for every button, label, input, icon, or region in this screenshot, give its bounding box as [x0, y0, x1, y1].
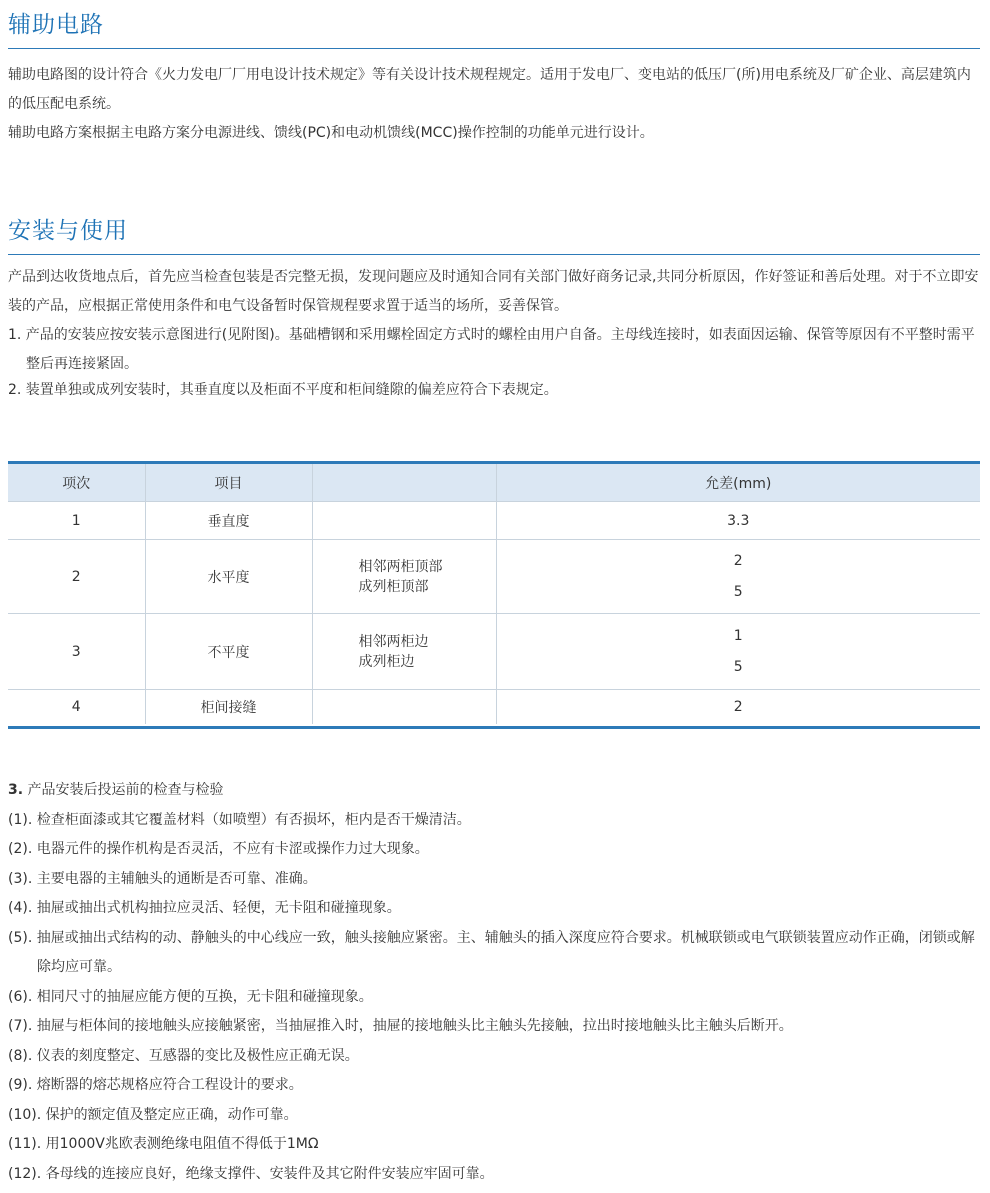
list-item: (2). 电器元件的操作机构是否灵活，不应有卡涩或操作力过大现象。: [8, 841, 429, 857]
list-item: (10). 保护的额定值及整定应正确，动作可靠。: [8, 1106, 298, 1123]
checklist-heading: [8, 776, 984, 806]
subitem-line: 成列柜边: [358, 653, 415, 670]
table-header-row: [8, 464, 980, 502]
table-row: [8, 690, 980, 724]
cell-tolerance: [496, 614, 980, 690]
paragraph-design-standard: 辅助电路图的设计符合《火力发电厂厂用电设计技术规定》等有关设计技术规程规定。适用于发电厂、变电站的低压厂(所)用电系统及厂矿企业、高层建筑内的低压配电系统。: [8, 67, 971, 112]
table-row: [8, 540, 980, 614]
section-title: 安装与使用: [8, 218, 128, 244]
tolerance-value: 5: [733, 658, 743, 675]
paragraph-scheme: 辅助电路方案根据主电路方案分电源进线、馈线(PC)和电动机馈线(MCC)操作控制的功能单元进行设计。: [8, 125, 654, 141]
list-item: (1). 检查柜面漆或其它覆盖材料（如喷塑）有否损坏，柜内是否干燥清洁。: [8, 811, 471, 828]
section-header-installation: [8, 212, 980, 255]
table-row: [8, 614, 980, 690]
subitem-line: 相邻两柜顶部: [358, 558, 443, 575]
header-index: 项次: [8, 464, 145, 502]
paragraph-install-step-1: 1. 产品的安装应按安装示意图进行(见附图)。基础槽钢和采用螺栓固定方式时的螺栓由用户自备。主母线连接时，如表面因运输、保管等原因有不平整时需平整后再连接紧固。: [8, 327, 975, 372]
heading-number: 3.: [8, 782, 24, 798]
cell-tolerance: 2: [496, 690, 980, 724]
table-row: [8, 502, 980, 540]
list-item: (7). 抽屉与柜体间的接地触头应接触紧密，当抽屉推入时，抽屉的接地触头比主触头先接触，拉出时接地触头比主触头后断开。: [8, 1018, 793, 1034]
list-item: (11). 用1000V兆欧表测绝缘电阻值不得低于1MΩ: [8, 1136, 319, 1152]
paragraph-receiving: 产品到达收货地点后，首先应当检查包装是否完整无损，发现问题应及时通知合同有关部门做好商务记录,共同分析原因，作好签证和善后处理。对于不立即安装的产品，应根据正常使用条件和电气设备暂时保管规程要求置于适当的场所，妥善保管。: [8, 269, 979, 314]
cell-subitem: [312, 690, 496, 724]
subitem-line: 成列柜顶部: [358, 578, 429, 595]
tolerance-value: 5: [733, 583, 743, 600]
inspection-checklist: [8, 776, 984, 1189]
cell-tolerance: 3.3: [496, 502, 980, 540]
tolerance-table: [8, 461, 980, 729]
section-header-auxiliary-circuit: [8, 6, 980, 49]
cell-subitem: [312, 614, 496, 690]
cell-index: 1: [8, 502, 145, 540]
cell-index: 2: [8, 540, 145, 614]
header-tolerance: 允差(mm): [496, 464, 980, 502]
list-item: (3). 主要电器的主辅触头的通断是否可靠、准确。: [8, 870, 317, 887]
list-item: (5). 抽屉或抽出式结构的动、静触头的中心线应一致，触头接触应紧密。主、辅触头的插入深度应符合要求。机械联锁或电气联锁装置应动作正确，闭锁或解除均应可靠。: [8, 929, 975, 975]
heading-text: 产品安装后投运前的检查与检验: [27, 782, 224, 798]
cell-index: 3: [8, 614, 145, 690]
subitem-line: 相邻两柜边: [358, 633, 429, 650]
list-item: (4). 抽屉或抽出式机构抽拉应灵活、轻便，无卡阻和碰撞现象。: [8, 900, 401, 916]
header-item: 项目: [145, 464, 312, 502]
cell-index: 4: [8, 690, 145, 724]
header-subitem: [312, 464, 496, 502]
section-title: 辅助电路: [8, 12, 104, 38]
list-item: (8). 仪表的刻度整定、互感器的变比及极性应正确无误。: [8, 1047, 359, 1064]
cell-subitem: [312, 540, 496, 614]
tolerance-value: 2: [733, 552, 743, 569]
cell-tolerance: [496, 540, 980, 614]
cell-item: 不平度: [145, 614, 312, 690]
cell-item: 垂直度: [145, 502, 312, 540]
paragraph-install-step-2: 2. 装置单独或成列安装时，其垂直度以及柜面不平度和柜间缝隙的偏差应符合下表规定。: [8, 382, 558, 398]
list-item: (9). 熔断器的熔芯规格应符合工程设计的要求。: [8, 1077, 303, 1093]
list-item: (6). 相同尺寸的抽屉应能方便的互换，无卡阻和碰撞现象。: [8, 988, 373, 1005]
list-item: (12). 各母线的连接应良好，绝缘支撑件、安装件及其它附件安装应牢固可靠。: [8, 1165, 494, 1182]
cell-subitem: [312, 502, 496, 540]
tolerance-value: 1: [733, 627, 743, 644]
cell-item: 柜间接缝: [145, 690, 312, 724]
cell-item: 水平度: [145, 540, 312, 614]
